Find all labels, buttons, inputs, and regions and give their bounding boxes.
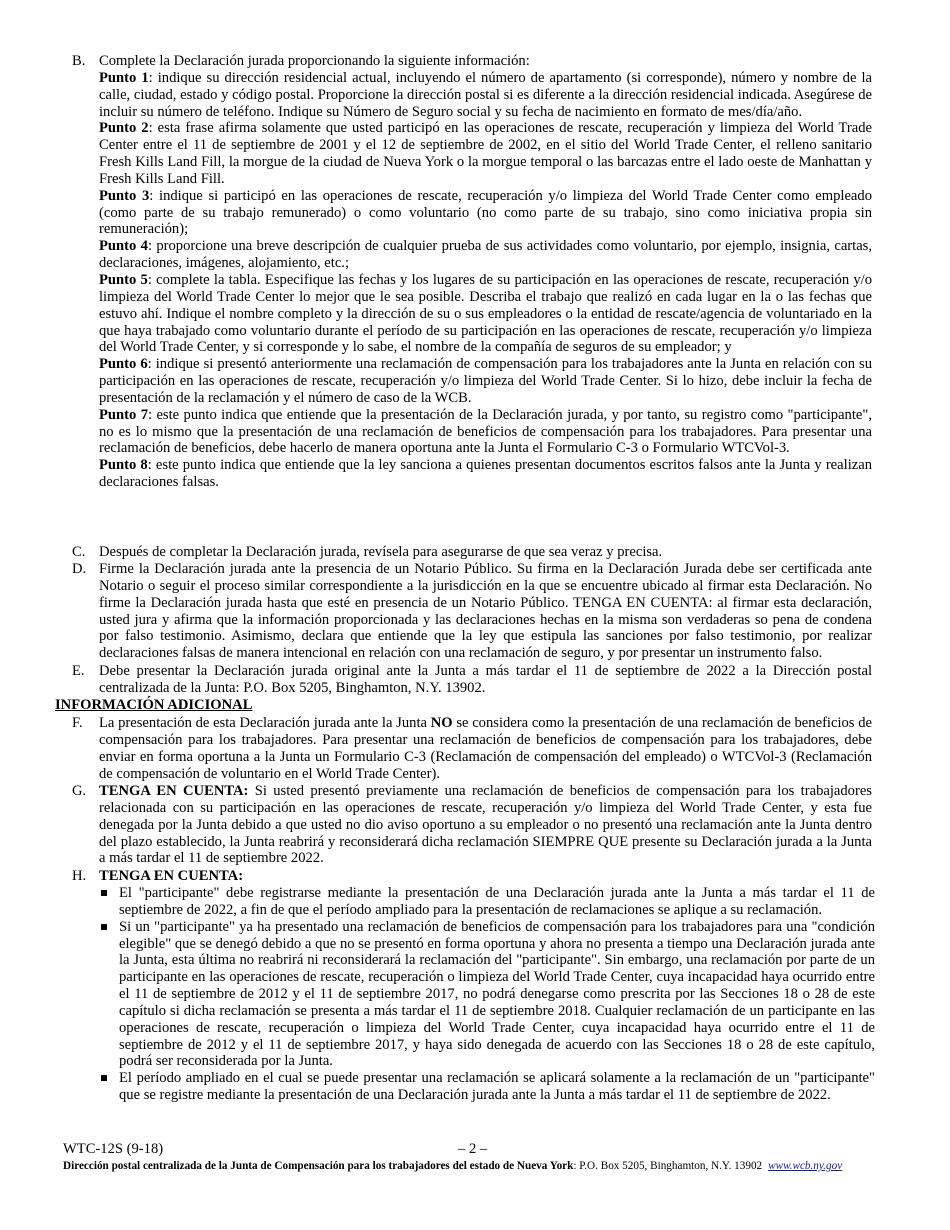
section-letter-h: H.: [72, 868, 87, 884]
punto-text: : complete la tabla. Especifique las fechas y los lugares de su participación en las operaciones de rescate, recuperación y/o limpieza del World Trade Center lo mejor que le sea posible. Describa el trabajo que realizó en cada lugar en la o las fechas que estuvo ahí. Indique el nombre completo y la dirección de su o sus empleadores o la entidad de rescate/agencia de voluntariado en la que haya trabajado como voluntario durante el período de su participación en las operaciones de rescate, recuperación y/o limpieza del World Trade Center, y si corresponde y lo sabe, el nombre de la compañía de seguros de su empleador; y: [99, 271, 873, 356]
punto-3: [99, 188, 872, 239]
punto-text: : esta frase afirma solamente que usted participó en las operaciones de rescate, recuperación y limpieza del World Trade Center entre el 11 de septiembre de 2001 y el 12 de septiembre de 2002, en el sitio del World Trade Center, el relleno sanitario Fresh Kills Land Fill, la morgue de la ciudad de Nueva York o la morgue temporal o las barcazas entre el lado oeste de Manhattan y Fresh Kills Land Fill.: [99, 120, 873, 187]
list-item: [99, 885, 875, 919]
section-h-heading: TENGA EN CUENTA:: [99, 868, 244, 884]
punto-text: : este punto indica que entiende que la ley sanciona a quienes presentan documentos escritos falsos ante la Junta y realizan declaraciones falsas.: [99, 457, 872, 491]
info-adicional-heading: INFORMACIÓN ADICIONAL: [55, 697, 253, 713]
section-g-text: Si usted presentó previamente una reclamación de beneficios de compensación para los trabajadores relacionada con su participación en las operaciones de rescate, recuperación y/o limpieza del World Trade Center, y esta fue denegada por la Junta debido a que usted no dio aviso oportuno a su empleador o no presentó una reclamación ante la Junta dentro del plazo establecido, la Junta reabrirá y reconsiderará dicha reclamación SIEMPRE QUE presente su Declaración jurada a la Junta a más tardar el 11 de septiembre 2022.: [99, 783, 872, 867]
section-letter-d: D.: [72, 561, 87, 577]
section-f-post: se considera como la presentación de una reclamación de beneficios de compensación para los trabajadores. Para presentar una reclamación de beneficios de compensación para los trabajadores, debe enviar en forma oportuna a la Junta un Formulario C-3 (Reclamación de compensación del empleado) o WTCVol-3 (Reclamación de compensación de voluntario en el World Trade Center).: [99, 715, 872, 782]
punto-8: [99, 457, 872, 491]
punto-1: [99, 70, 872, 121]
punto-2: [99, 120, 872, 187]
bullet-text: Si un "participante" ya ha presentado una reclamación de beneficios de compensación para los trabajadores para una "condición elegible" que se denegó debido a que no se presentó en forma oportuna y ahora no presenta a tiempo una Declaración jurada ante la Junta, esta última no reabrirá ni reconsiderará la reclamación del "participante". Sin embargo, una reclamación por parte de un participante en las operaciones de rescate, recuperación o limpieza del World Trade Center, cuya incapacidad haya ocurrido entre el 11 de septiembre de 2012 y el 11 de septiembre 2017, no podrá denegarse como prescrita por las Secciones 18 o 28 de este capítulo si dicha reclamación se presenta a más tardar el 11 de septiembre 2018. Cualquier reclamación de un participante en las operaciones de rescate, recuperación o limpieza del World Trade Center, cuya incapacidad haya ocurrido entre el 11 de septiembre de 2012 y el 11 de septiembre 2017, y haya sido denegada de acuerdo con las Secciones 18 o 28 de este capítulo, podrá ser reconsiderada por la Junta.: [119, 918, 875, 1070]
punto-label: Punto 8: [99, 457, 148, 474]
punto-label: Punto 6: [99, 356, 148, 373]
footer-address-rest: : P.O. Box 5205, Binghamton, N.Y. 13902: [573, 1160, 763, 1172]
punto-label: Punto 5: [99, 271, 148, 288]
square-bullet-icon: [101, 924, 107, 930]
section-letter-c: C.: [72, 544, 86, 560]
list-item: [99, 1070, 875, 1104]
website-link[interactable]: www.wcb.ny.gov: [768, 1160, 843, 1172]
section-b: [99, 53, 872, 491]
section-f: [99, 715, 872, 782]
footer-address: [63, 1160, 842, 1172]
section-c: Después de completar la Declaración jurada, revísela para asegurarse de que sea veraz y precisa.: [99, 544, 663, 560]
section-e: Debe presentar la Declaración jurada original ante la Junta a más tardar el 11 de septiembre de 2022 a la Dirección postal centralizada de la Junta: P.O. Box 5205, Binghamton, N.Y. 13902.: [99, 663, 872, 696]
punto-7: [99, 407, 872, 458]
section-d: Firme la Declaración jurada ante la presencia de un Notario Público. Su firma en la Declaración Jurada debe ser certificada ante Notario o seguir el proceso similar correspondiente a la jurisdicción en la que se encuentre ubicado al firmar esta Declaración. No firme la Declaración jurada hasta que esté en presencia de un Notario Público. TENGA EN CUENTA: al firmar esta declaración, usted jura y afirma que la información proporcionada y las declaraciones hechas en la misma son verdaderas so pena de condena por falso testimonio. Asimismo, declara que entiende que la ley que estipula las sanciones por falso testimonio, por realizar declaraciones falsas de manera intencional en relación con una reclamación de seguro, y por presentar un instrumento falso.: [99, 561, 872, 662]
bullet-text: El "participante" debe registrarse mediante la presentación de una Declaración jurada ante la Junta a más tardar el 11 de septiembre de 2022, a fin de que el período ampliado para la presentación de reclamaciones se aplique a su reclamación.: [119, 885, 875, 918]
punto-label: Punto 7: [99, 406, 148, 423]
list-item: [99, 919, 875, 1071]
section-h-bullets: [99, 885, 875, 1104]
punto-label: Punto 2: [99, 120, 149, 137]
section-g-bold: TENGA EN CUENTA:: [99, 783, 249, 799]
section-f-no: NO: [430, 715, 453, 731]
section-f-pre: La presentación de esta Declaración jurada ante la Junta: [99, 715, 431, 731]
section-letter-f: F.: [72, 715, 83, 731]
punto-text: : indique si presentó anteriormente una reclamación de compensación para los trabajadores ante la Junta en relación con su participación en las operaciones de rescate, recuperación y/o limpieza del World Trade Center. Si lo hizo, debe incluir la fecha de presentación de la reclamación y el número de caso de la WCB.: [99, 356, 873, 406]
square-bullet-icon: [101, 890, 107, 896]
punto-5: [99, 272, 872, 356]
punto-label: Punto 1: [99, 69, 149, 86]
punto-text: : indique su dirección residencial actual, incluyendo el número de apartamento (si corresponde), número y nombre de la calle, ciudad, estado y código postal. Proporcione la dirección postal si es diferente a la dirección residencial indicada. Asegúrese de incluir su número de teléfono. Indique su Número de Seguro social y su fecha de nacimiento en formato de mes/día/año.: [99, 69, 872, 120]
punto-label: Punto 4: [99, 238, 148, 255]
section-b-intro: Complete la Declaración jurada proporcionando la siguiente información:: [99, 53, 530, 69]
form-id: WTC-12S (9-18): [63, 1141, 164, 1157]
section-letter-e: E.: [72, 663, 85, 679]
square-bullet-icon: [101, 1075, 107, 1081]
punto-label: Punto 3: [99, 187, 150, 204]
punto-6: [99, 356, 872, 407]
bullet-text: El período ampliado en el cual se puede presentar una reclamación se aplicará solamente a la reclamación de un "participante" que se registre mediante la presentación de una Declaración jurada ante la Junta a más tardar el 11 de septiembre de 2022.: [119, 1070, 875, 1104]
section-letter-g: G.: [72, 783, 87, 799]
punto-4: [99, 238, 872, 272]
page-number: – 2 –: [458, 1141, 488, 1157]
footer-address-bold: Dirección postal centralizada de la Junta de Compensación para los trabajadores del estado de Nueva York: [63, 1160, 574, 1172]
punto-text: : proporcione una breve descripción de cualquier prueba de sus actividades como voluntario, por ejemplo, insignia, cartas, declaraciones, imágenes, alojamiento, etc.;: [99, 238, 873, 272]
punto-text: : este punto indica que entiende que la presentación de la Declaración jurada, y por tanto, su registro como "participante", no es lo mismo que la presentación de una reclamación de beneficios de compensación para los trabajadores. Para presentar una reclamación de beneficios, debe hacerlo de manera oportuna ante la Junta el Formulario C-3 o Formulario WTCVol-3.: [99, 406, 872, 457]
punto-text: : indique si participó en las operaciones de rescate, recuperación y/o limpieza del World Trade Center como empleado (como parte de su trabajo remunerado) o como voluntario (no como parte de su trabajo, sino como iniciativa propia sin remuneración);: [99, 187, 873, 238]
section-letter-b: B.: [72, 53, 86, 69]
section-g: [99, 783, 872, 867]
